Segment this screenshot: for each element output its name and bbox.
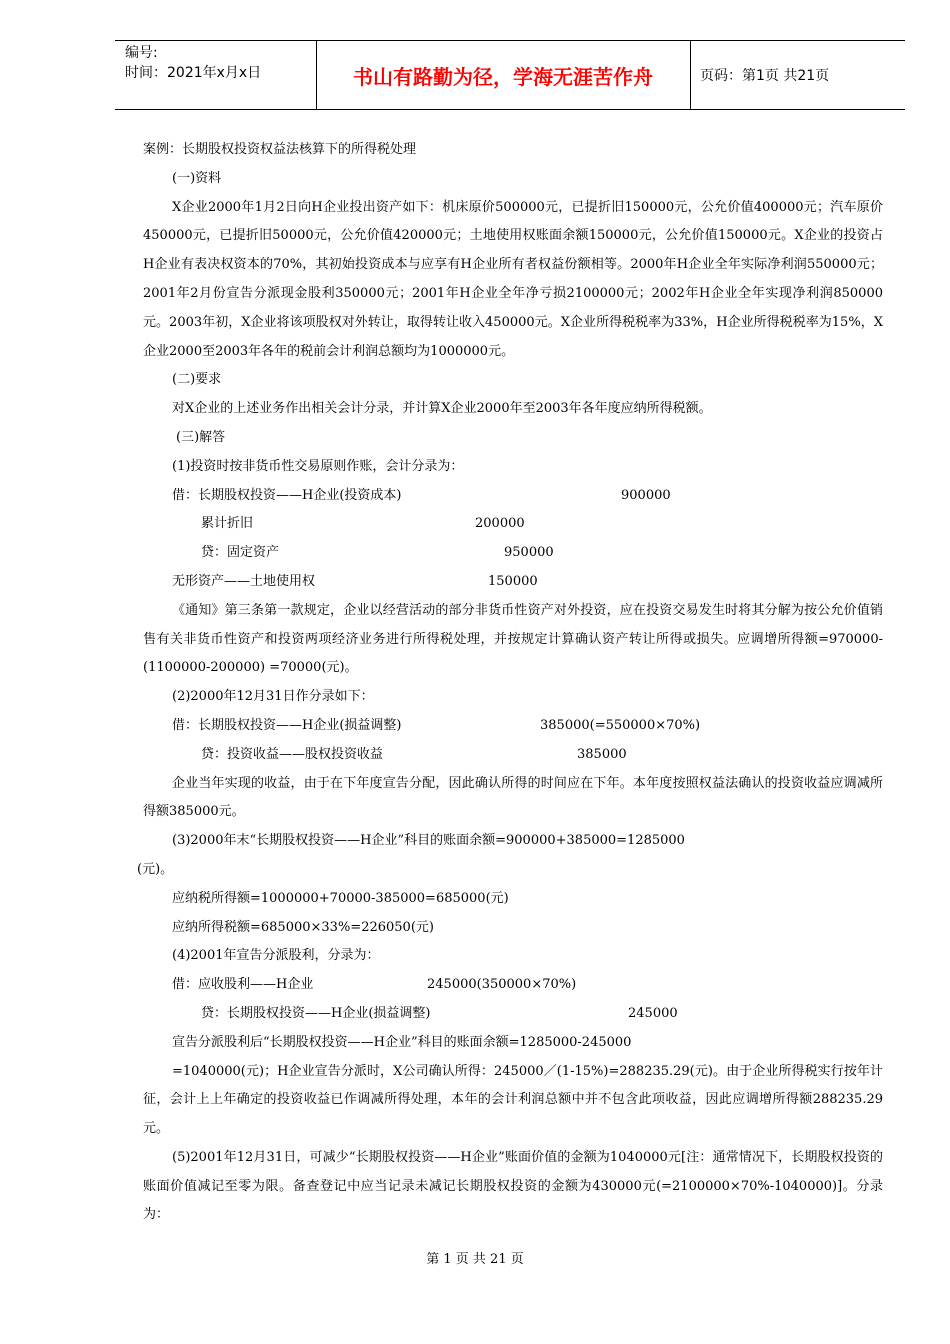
journal-entry-line bbox=[143, 1000, 883, 1029]
entry-account: 累计折旧 bbox=[201, 516, 254, 532]
step-4-heading: (4)2001年宣告分派股利，分录为： bbox=[172, 948, 380, 964]
header-time-label: 时间：2021年x月x日 bbox=[125, 65, 262, 81]
journal-entry-line bbox=[143, 568, 883, 597]
journal-entry-line bbox=[143, 482, 883, 511]
entry-account: 借：长期股权投资——H企业(损益调整) bbox=[172, 717, 402, 733]
header-motto: 书山有路勤为径，学海无涯苦作舟 bbox=[353, 64, 653, 89]
entry-account: 借：长期股权投资——H企业(投资成本) bbox=[172, 487, 402, 503]
entry-account: 无形资产——土地使用权 bbox=[172, 573, 316, 589]
entry-amount: 245000 bbox=[628, 1005, 678, 1021]
section-heading-solution: (三)解答 bbox=[176, 429, 226, 445]
dividend-paragraph: =1040000(元)；H企业宣告分派时，X公司确认所得：245000／(1-15%)=288235.29(元)。由于企业所得税实行按年计征，会计上上年确定的投资收益已作调减所得处理，本年的会计利润总额中并不包含此项收益，因此应调增所得额288235.29元。 bbox=[143, 1063, 883, 1137]
document-body bbox=[137, 136, 883, 1230]
entry-account: 贷：固定资产 bbox=[201, 545, 280, 561]
entry-account: 借：应收股利——H企业 bbox=[172, 977, 314, 993]
step-3-heading: (3)2000年末“长期股权投资——H企业”科目的账面余额=900000+385000=1285000 bbox=[172, 833, 685, 849]
requirements-paragraph: 对X企业的上述业务作出相关会计分录，并计算X企业2000年至2003年各年度应纳所得税额。 bbox=[172, 401, 712, 417]
entry-account: 贷：投资收益——股权投资收益 bbox=[201, 746, 384, 762]
section-heading-materials: (一)资料 bbox=[172, 170, 222, 186]
header-page-label: 页码：第1页 共21页 bbox=[700, 68, 830, 84]
header-meta bbox=[125, 43, 261, 83]
entry-account: 贷：长期股权投资——H企业(损益调整) bbox=[201, 1005, 431, 1021]
step-3-continuation: (元)。 bbox=[137, 861, 174, 877]
step-2-heading: (2)2000年12月31日作分录如下： bbox=[172, 689, 374, 705]
page-header bbox=[115, 40, 905, 110]
step-1-heading: (1)投资时按非货币性交易原则作账，会计分录为： bbox=[172, 458, 464, 474]
section-heading-requirements: (二)要求 bbox=[172, 372, 222, 388]
entry-amount: 950000 bbox=[504, 545, 554, 561]
journal-entry-line bbox=[143, 539, 883, 568]
step-5-paragraph: (5)2001年12月31日，可减少“长期股权投资——H企业”账面价值的金额为1040000元[注：通常情况下，长期股权投资的账面价值减记至零为限。备查登记中应当记录未减记长期股权投资的金额为430000元(=2100000×70%-1040000)]。分录为： bbox=[143, 1149, 883, 1223]
journal-entry-line bbox=[143, 712, 883, 741]
entry-amount: 385000(=550000×70%) bbox=[540, 717, 701, 733]
journal-entry-line bbox=[143, 510, 883, 539]
materials-paragraph: X企业2000年1月2日向H企业投出资产如下：机床原价500000元，已提折旧150000元，公允价值400000元；汽车原价450000元，已提折旧50000元，公允价值420000元；土地使用权账面余额150000元，公允价值150000元。X企业的投资占H企业有表决权资本的70%，其初始投资成本与应享有H企业所有者权益份额相等。2000年H企业全年实际净利润550000元；2001年2月份宣告分派现金股利350000元；2001年H企业全年净亏损2100000元；2002年H企业全年实现净利润850000元。2003年初，X企业将该项股权对外转让，取得转让收入450000元。X企业所得税税率为33%，H企业所得税税率为15%，X企业2000至2003年各年的税前会计利润总额均为1000000元。 bbox=[143, 199, 883, 359]
balance-line: 宣告分派股利后“长期股权投资——H企业”科目的账面余额=1285000-245000 bbox=[172, 1034, 632, 1050]
header-divider bbox=[690, 41, 691, 109]
case-title: 案例：长期股权投资权益法核算下的所得税处理 bbox=[143, 142, 417, 157]
entry-amount: 150000 bbox=[488, 573, 538, 589]
journal-entry-line bbox=[143, 971, 883, 1000]
entry-amount: 245000(350000×70%) bbox=[427, 977, 577, 993]
taxable-income-line: 应纳税所得额=1000000+70000-385000=685000(元) bbox=[172, 890, 509, 906]
entry-amount: 385000 bbox=[577, 746, 627, 762]
income-paragraph: 企业当年实现的收益，由于在下年度宣告分配，因此确认所得的时间应在下年。本年度按照权益法确认的投资收益应调减所得额385000元。 bbox=[143, 775, 883, 820]
entry-amount: 200000 bbox=[475, 516, 525, 532]
tax-payable-line: 应纳所得税额=685000×33%=226050(元) bbox=[172, 919, 434, 935]
entry-amount: 900000 bbox=[621, 487, 671, 503]
header-number-label: 编号: bbox=[125, 45, 158, 61]
notice-paragraph: 《通知》第三条第一款规定，企业以经营活动的部分非货币性资产对外投资，应在投资交易发生时将其分解为按公允价值销售有关非货币性资产和投资两项经济业务进行所得税处理，并按规定计算确认资产转让所得或损失。应调增所得额=970000-(1100000-200000) =70000(元)。 bbox=[143, 602, 883, 676]
journal-entry-line bbox=[143, 741, 883, 770]
page-footer: 第 1 页 共 21 页 bbox=[426, 1252, 524, 1267]
